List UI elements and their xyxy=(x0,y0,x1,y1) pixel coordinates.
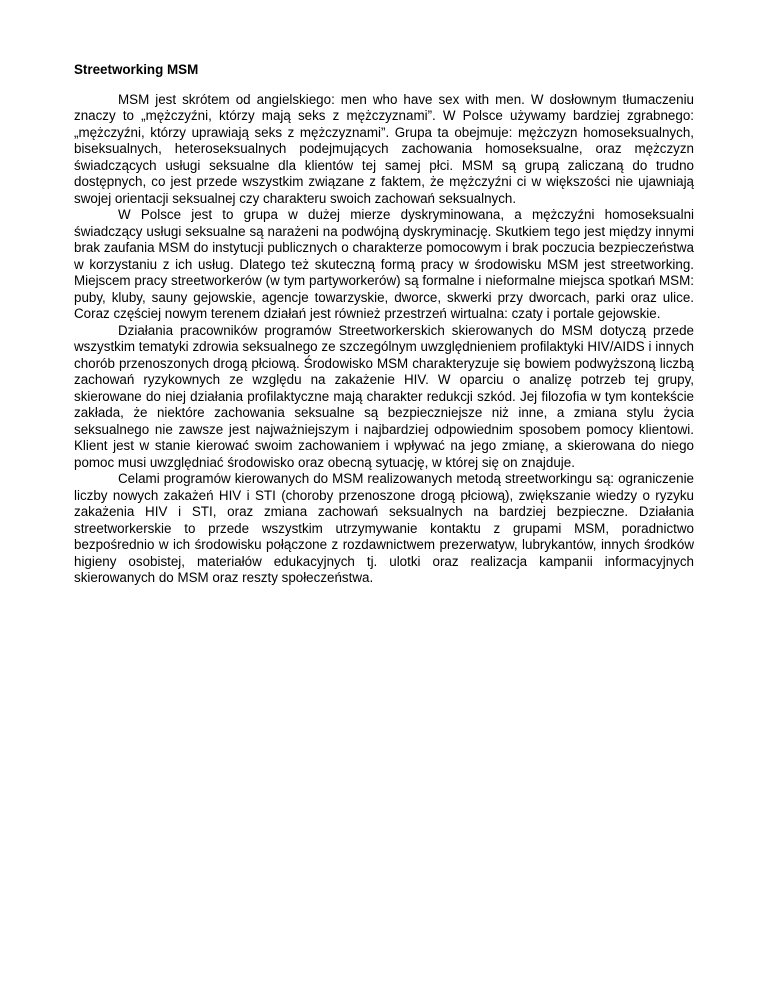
paragraph-msm-definition: MSM jest skrótem od angielskiego: men who have sex with men. W dosłownym tłumaczeniu znaczy to „mężczyźni, którzy mają seks z mężczyznami”. W Polsce używamy bardziej zgrabnego: „mężczyźni, którzy uprawiają seks z mężczyznami”. Grupa ta obejmuje: mężczyzn homoseksualnych, biseksualnych, heteroseksualnych podejmujących zachowania homoseksualne, oraz mężczyzn świadczących usługi seksualne dla klientów tej samej płci. MSM są grupą zaliczaną do trudno dostępnych, co jest przede wszystkim związane z faktem, że mężczyźni ci w większości nie ujawniają swojej orientacji seksualnej czy charakteru swoich zachowań seksualnych. xyxy=(74,91,694,206)
document-title: Streetworking MSM xyxy=(74,62,199,77)
paragraph-program-goals: Celami programów kierowanych do MSM realizowanych metodą streetworkingu są: ograniczenie liczby nowych zakażeń HIV i STI (choroby przenoszone drogą płciową), zwiększanie wiedzy o ryzyku zakażenia HIV i STI, oraz zmiana zachowań seksualnych na bardziej bezpieczne. Działania streetworkerskie to przede wszystkim utrzymywanie kontaktu z grupami MSM, poradnictwo bezpośrednio w ich środowisku połączone z rozdawnictwem prezerwatyw, lubrykantów, innych środków higieny osobistej, materiałów edukacyjnych tj. ulotki oraz realizacja kampanii informacyjnych skierowanych do MSM oraz reszty społeczeństwa. xyxy=(74,471,694,585)
paragraph-discrimination: W Polsce jest to grupa w dużej mierze dyskryminowana, a mężczyźni homoseksualni świadczący usługi seksualne są narażeni na podwójną dyskryminację. Skutkiem tego jest między innymi brak zaufania MSM do instytucji publicznych o charakterze pomocowym i brak poczucia bezpieczeństwa w korzystaniu z ich usług. Dlatego też skuteczną formą pracy w środowisku MSM jest streetworking. Miejscem pracy streetworkerów (w tym partyworkerów) są formalne i nieformalne miejsca spotkań MSM: puby, kluby, sauny gejowskie, agencje towarzyskie, dworce, skwerki przy dworcach, parki oraz ulice. Coraz częściej nowym terenem działań jest również przestrzeń wirtualna: czaty i portale gejowskie. xyxy=(74,207,694,321)
paragraph-health-activities: Działania pracowników programów Streetworkerskich skierowanych do MSM dotyczą przede wszystkim tematyki zdrowia seksualnego ze szczególnym uwzględnieniem profilaktyki HIV/AIDS i innych chorób przenoszonych drogą płciową. Środowisko MSM charakteryzuje się bowiem podwyższoną liczbą zachowań ryzykownych ze względu na zakażenie HIV. W oparciu o analizę potrzeb tej grupy, skierowane do niej działania profilaktyczne mają charakter redukcji szkód. Jej filozofia w tym kontekście zakłada, że niektóre zachowania seksualne są bezpieczniejsze niż inne, a zmiana stylu życia seksualnego nie zawsze jest najważniejszym i najbardziej odpowiednim sposobem pomocy klientowi. Klient jest w stanie kierować swoim zachowaniem i wpływać na jego zmianę, a skierowana do niego pomoc musi uwzględniać środowisko oraz obecną sytuację, w której się on znajduje. xyxy=(74,322,694,470)
document-page xyxy=(74,62,694,587)
